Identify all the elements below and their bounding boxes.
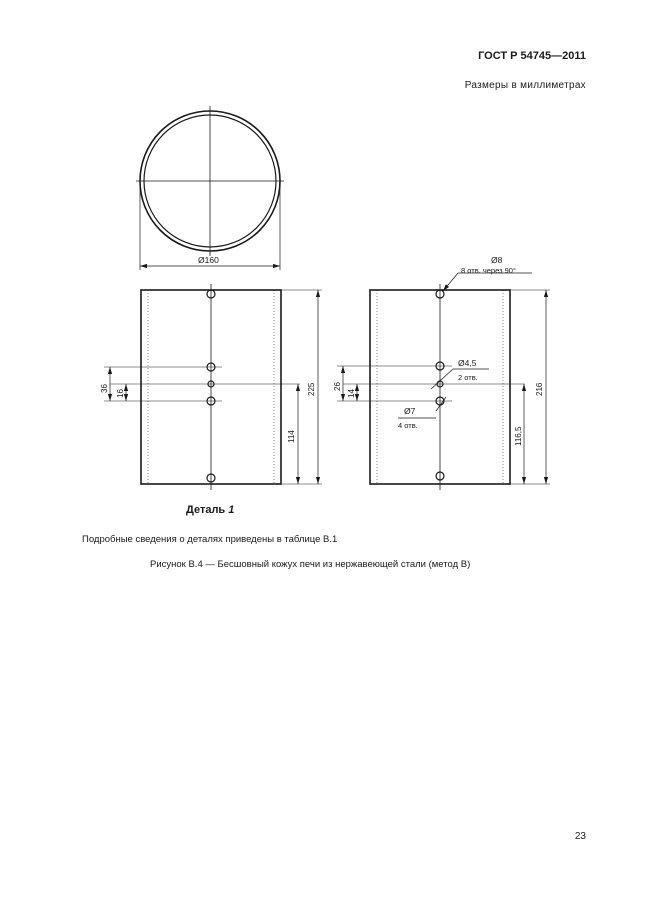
hole-mid-diameter: Ø4,5 [458, 358, 477, 368]
diameter-label: Ø160 [198, 255, 219, 265]
figure-caption: Рисунок В.4 — Бесшовный кожух печи из нержавеющей стали (метод В) [150, 559, 471, 570]
detail-label-prefix: Деталь [186, 504, 226, 516]
dim-216: 216 [535, 382, 544, 396]
detail-label-number: 1 [228, 504, 235, 516]
detail-label [186, 504, 234, 516]
left-view [104, 284, 322, 490]
hole-top-diameter: Ø8 [491, 255, 503, 265]
standard-number: ГОСТ Р 54745—2011 [478, 50, 586, 62]
right-view [337, 273, 550, 490]
dim-116-5: 116,5 [514, 426, 523, 446]
dim-26: 26 [333, 382, 342, 391]
dim-36: 36 [100, 384, 109, 393]
dim-114: 114 [287, 430, 296, 443]
hole-low-note: 4 отв. [398, 421, 418, 430]
units-note: Размеры в миллиметрах [464, 80, 586, 91]
hole-low-diameter: Ø7 [404, 406, 416, 416]
table-reference-note: Подробные сведения о деталях приведены в таблице В.1 [82, 534, 338, 545]
dim-14: 14 [347, 389, 356, 398]
hole-mid-note: 2 отв. [458, 373, 478, 382]
top-view [136, 106, 284, 270]
dim-16: 16 [116, 389, 125, 398]
dim-225: 225 [307, 382, 316, 396]
hole-top-note: 8 отв. через 90° [461, 266, 516, 275]
page-number: 23 [574, 831, 586, 842]
